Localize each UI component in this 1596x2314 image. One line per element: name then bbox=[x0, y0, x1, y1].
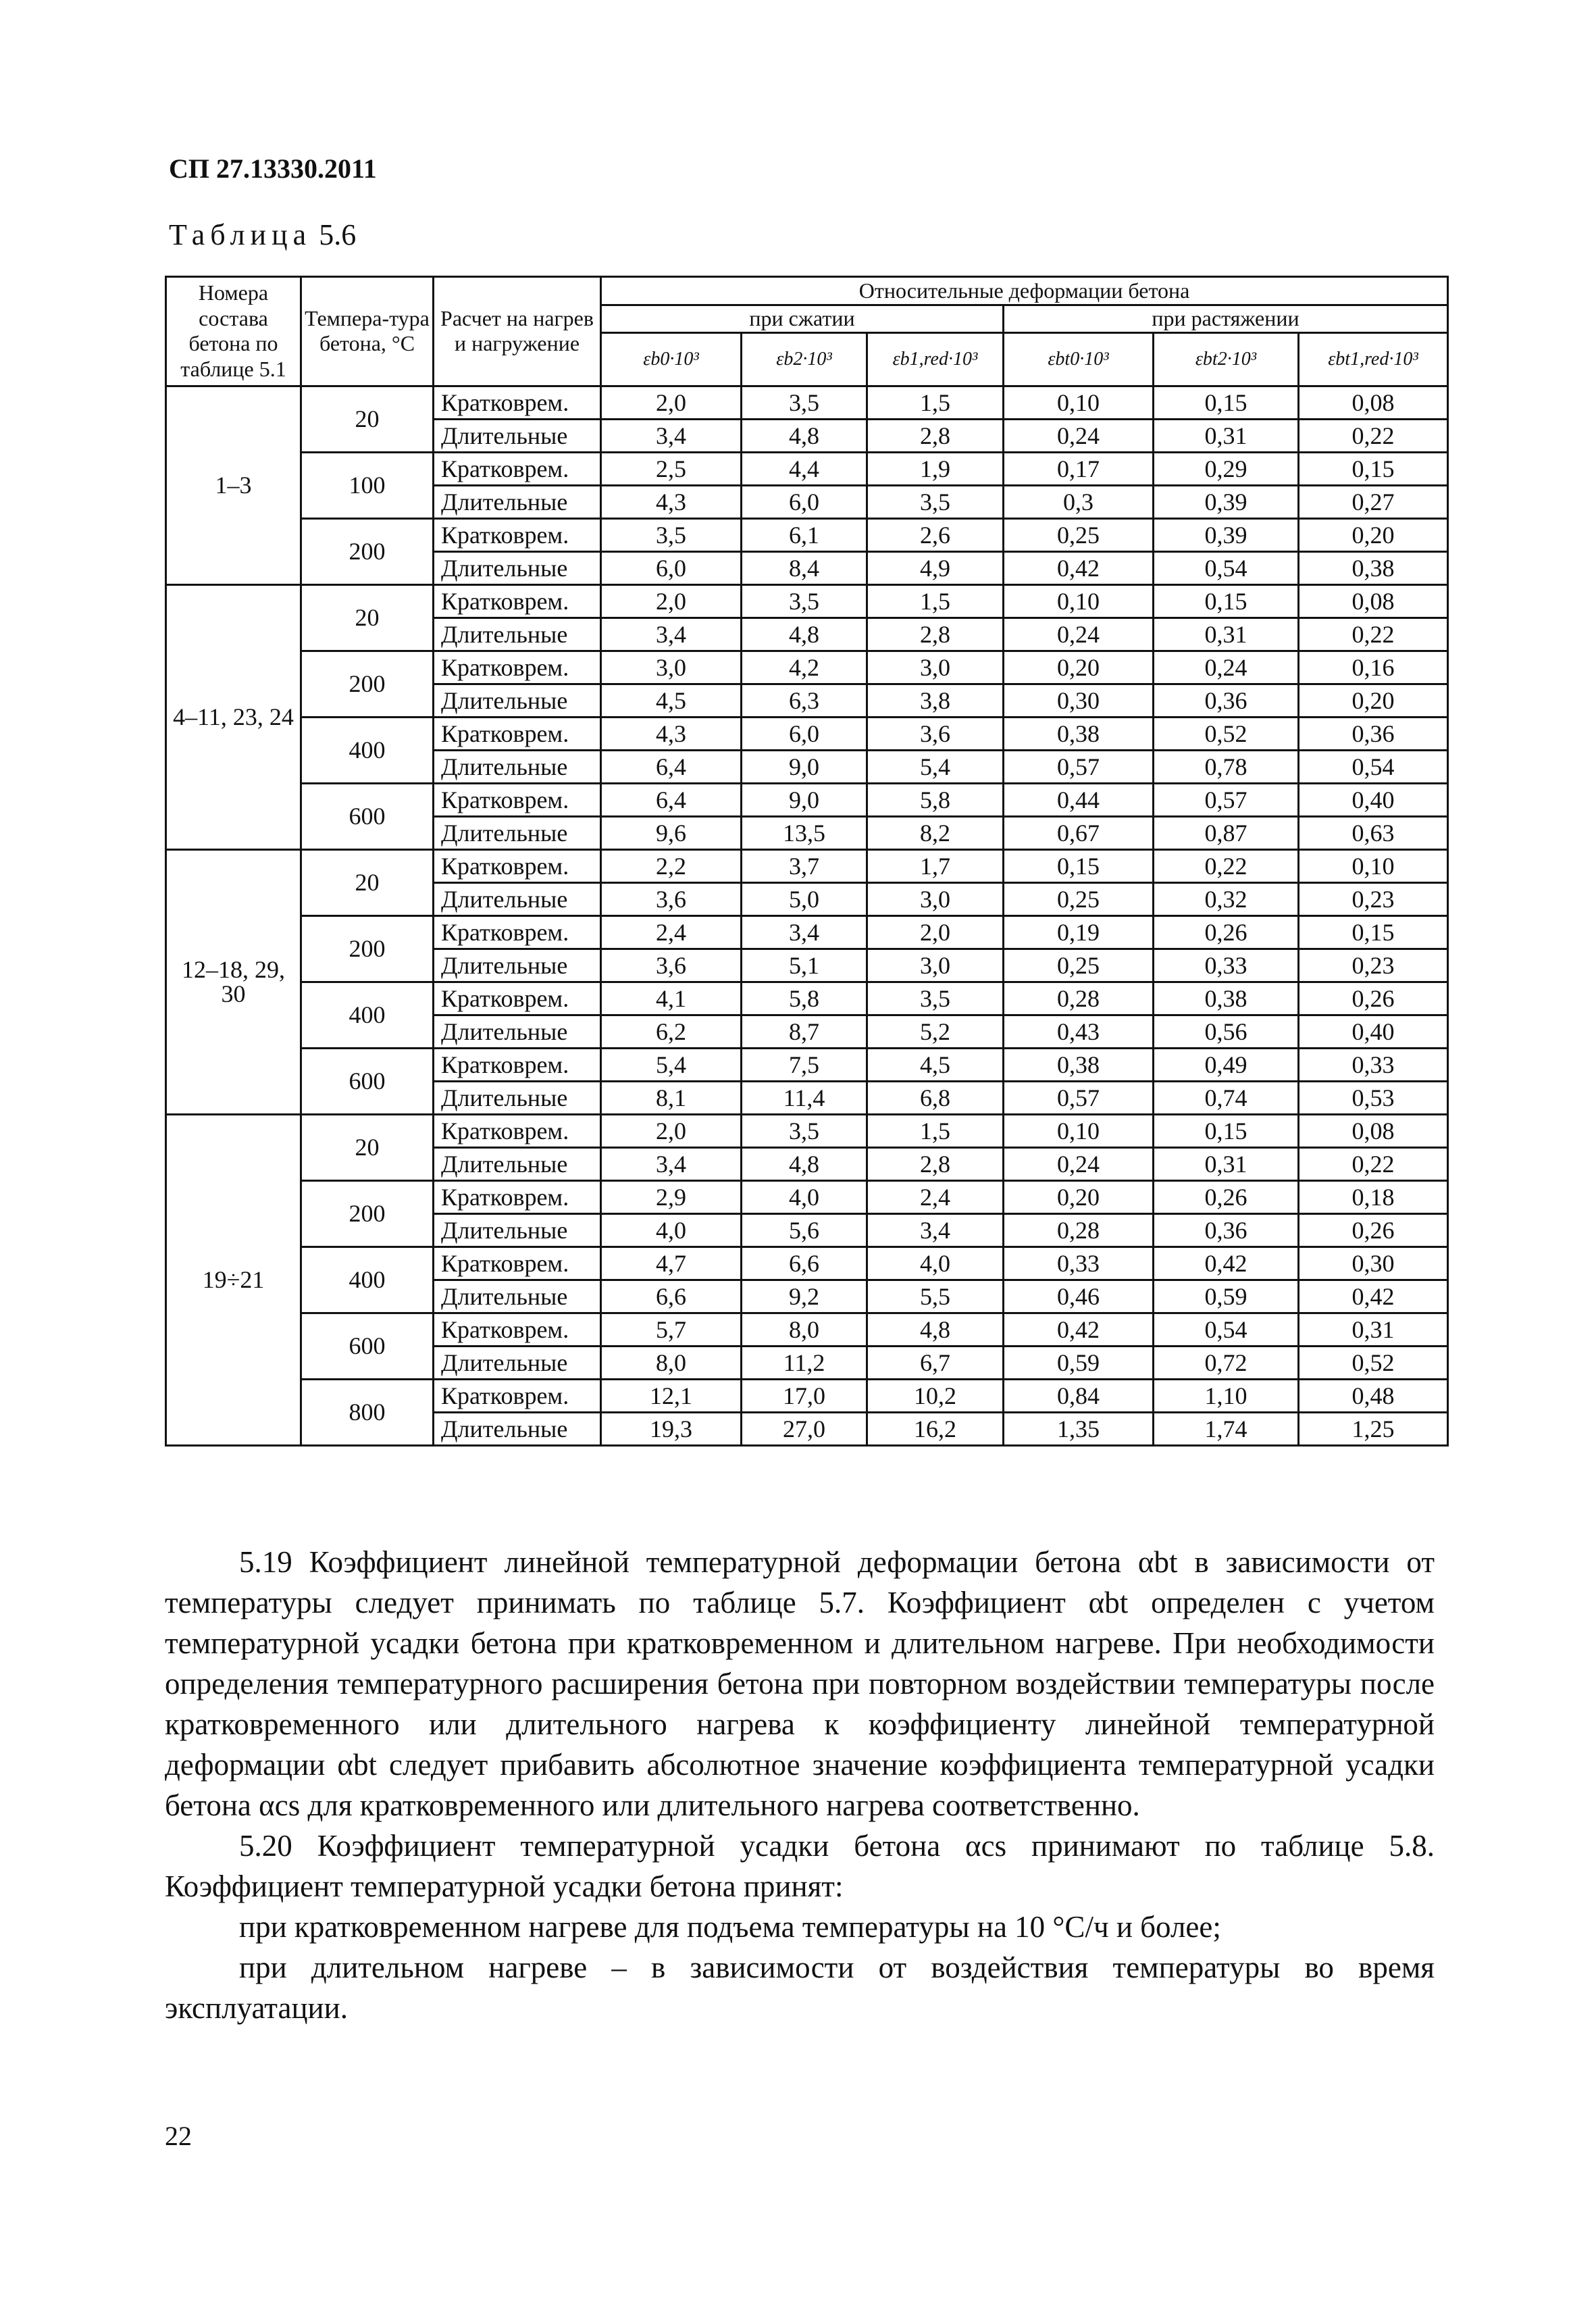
load-type-cell: Кратковрем. bbox=[434, 1313, 601, 1346]
value-cell: 1,74 bbox=[1154, 1412, 1299, 1445]
value-cell: 13,5 bbox=[742, 816, 867, 849]
value-cell: 0,44 bbox=[1004, 783, 1154, 816]
temperature-cell: 20 bbox=[301, 1114, 434, 1180]
load-type-cell: Длительные bbox=[434, 1412, 601, 1445]
table-caption-word: Таблица bbox=[169, 218, 312, 251]
value-cell: 0,28 bbox=[1004, 982, 1154, 1015]
value-cell: 3,5 bbox=[601, 518, 742, 551]
load-type-cell: Кратковрем. bbox=[434, 982, 601, 1015]
value-cell: 0,67 bbox=[1004, 816, 1154, 849]
value-cell: 0,78 bbox=[1154, 750, 1299, 783]
table-row bbox=[166, 1247, 1448, 1280]
value-cell: 0,46 bbox=[1004, 1280, 1154, 1313]
value-cell: 0,36 bbox=[1154, 684, 1299, 717]
value-cell: 0,31 bbox=[1154, 419, 1299, 452]
value-cell: 0,54 bbox=[1154, 551, 1299, 584]
table-caption-number: 5.6 bbox=[319, 218, 357, 251]
header-tension: при растяжении bbox=[1004, 305, 1448, 333]
value-cell: 0,33 bbox=[1004, 1247, 1154, 1280]
value-cell: 16,2 bbox=[867, 1412, 1004, 1445]
value-cell: 6,0 bbox=[742, 717, 867, 750]
value-cell: 1,25 bbox=[1299, 1412, 1448, 1445]
page-number: 22 bbox=[165, 2121, 192, 2151]
value-cell: 6,1 bbox=[742, 518, 867, 551]
value-cell: 5,8 bbox=[867, 783, 1004, 816]
value-cell: 5,2 bbox=[867, 1015, 1004, 1048]
load-type-cell: Длительные bbox=[434, 419, 601, 452]
value-cell: 5,1 bbox=[742, 949, 867, 982]
value-cell: 1,5 bbox=[867, 584, 1004, 618]
paragraph-short-heating: при кратковременном нагреве для подъема температуры на 10 °С/ч и более; bbox=[239, 1910, 1221, 1944]
value-cell: 0,32 bbox=[1154, 882, 1299, 915]
value-cell: 12,1 bbox=[601, 1379, 742, 1412]
value-cell: 5,8 bbox=[742, 982, 867, 1015]
value-cell: 4,0 bbox=[601, 1213, 742, 1247]
value-cell: 0,57 bbox=[1154, 783, 1299, 816]
load-type-cell: Длительные bbox=[434, 1081, 601, 1114]
value-cell: 0,10 bbox=[1004, 1114, 1154, 1147]
table-row bbox=[166, 783, 1448, 816]
load-type-cell: Длительные bbox=[434, 1147, 601, 1180]
value-cell: 0,30 bbox=[1299, 1247, 1448, 1280]
value-cell: 0,3 bbox=[1004, 485, 1154, 518]
value-cell: 5,0 bbox=[742, 882, 867, 915]
load-type-cell: Кратковрем. bbox=[434, 1048, 601, 1081]
load-type-cell: Кратковрем. bbox=[434, 1379, 601, 1412]
value-cell: 2,0 bbox=[601, 386, 742, 419]
value-cell: 5,4 bbox=[601, 1048, 742, 1081]
temperature-cell: 400 bbox=[301, 982, 434, 1048]
value-cell: 0,25 bbox=[1004, 949, 1154, 982]
load-type-cell: Длительные bbox=[434, 551, 601, 584]
value-cell: 8,2 bbox=[867, 816, 1004, 849]
value-cell: 0,38 bbox=[1004, 1048, 1154, 1081]
value-cell: 0,10 bbox=[1299, 849, 1448, 882]
value-cell: 0,56 bbox=[1154, 1015, 1299, 1048]
temperature-cell: 800 bbox=[301, 1379, 434, 1445]
value-cell: 6,4 bbox=[601, 750, 742, 783]
value-cell: 4,3 bbox=[601, 485, 742, 518]
value-cell: 0,31 bbox=[1154, 1147, 1299, 1180]
temperature-cell: 400 bbox=[301, 717, 434, 783]
value-cell: 2,6 bbox=[867, 518, 1004, 551]
value-cell: 0,57 bbox=[1004, 1081, 1154, 1114]
load-type-cell: Кратковрем. bbox=[434, 915, 601, 949]
value-cell: 0,08 bbox=[1299, 386, 1448, 419]
value-cell: 0,74 bbox=[1154, 1081, 1299, 1114]
load-type-cell: Длительные bbox=[434, 1346, 601, 1379]
header-temperature: Темпера-тура бетона, °С bbox=[301, 277, 434, 386]
paragraph-5-20: 5.20 Коэффициент температурной усадки бетона αcs принимают по таблице 5.8. Коэффициент температурной усадки бетона принят: bbox=[165, 1829, 1435, 1903]
load-type-cell: Длительные bbox=[434, 1280, 601, 1313]
value-cell: 2,4 bbox=[867, 1180, 1004, 1213]
table-row bbox=[166, 584, 1448, 618]
value-cell: 3,0 bbox=[867, 882, 1004, 915]
value-cell: 2,4 bbox=[601, 915, 742, 949]
load-type-cell: Длительные bbox=[434, 485, 601, 518]
value-cell: 0,20 bbox=[1299, 518, 1448, 551]
value-cell: 6,0 bbox=[601, 551, 742, 584]
value-cell: 3,5 bbox=[742, 386, 867, 419]
value-cell: 2,0 bbox=[601, 584, 742, 618]
table-row bbox=[166, 518, 1448, 551]
value-cell: 4,4 bbox=[742, 452, 867, 485]
value-cell: 2,2 bbox=[601, 849, 742, 882]
value-cell: 3,4 bbox=[601, 1147, 742, 1180]
load-type-cell: Кратковрем. bbox=[434, 1180, 601, 1213]
value-cell: 8,0 bbox=[742, 1313, 867, 1346]
temperature-cell: 200 bbox=[301, 1180, 434, 1247]
value-cell: 5,5 bbox=[867, 1280, 1004, 1313]
value-cell: 3,6 bbox=[601, 882, 742, 915]
value-cell: 1,35 bbox=[1004, 1412, 1154, 1445]
value-cell: 0,30 bbox=[1004, 684, 1154, 717]
value-cell: 0,26 bbox=[1299, 1213, 1448, 1247]
value-cell: 5,6 bbox=[742, 1213, 867, 1247]
value-cell: 19,3 bbox=[601, 1412, 742, 1445]
value-cell: 4,5 bbox=[867, 1048, 1004, 1081]
table-row bbox=[166, 717, 1448, 750]
table-body bbox=[166, 386, 1448, 1445]
value-cell: 0,16 bbox=[1299, 651, 1448, 684]
value-cell: 3,4 bbox=[742, 915, 867, 949]
table-row bbox=[166, 1114, 1448, 1147]
load-type-cell: Кратковрем. bbox=[434, 1114, 601, 1147]
value-cell: 8,7 bbox=[742, 1015, 867, 1048]
value-cell: 0,63 bbox=[1299, 816, 1448, 849]
value-cell: 3,5 bbox=[742, 584, 867, 618]
value-cell: 0,38 bbox=[1154, 982, 1299, 1015]
table-row bbox=[166, 452, 1448, 485]
value-cell: 0,22 bbox=[1299, 1147, 1448, 1180]
value-cell: 1,9 bbox=[867, 452, 1004, 485]
value-cell: 8,4 bbox=[742, 551, 867, 584]
value-cell: 0,42 bbox=[1004, 1313, 1154, 1346]
table-row bbox=[166, 915, 1448, 949]
value-cell: 9,0 bbox=[742, 750, 867, 783]
header-load: Расчет на нагрев и нагружение bbox=[434, 277, 601, 386]
load-type-cell: Кратковрем. bbox=[434, 386, 601, 419]
value-cell: 4,9 bbox=[867, 551, 1004, 584]
load-type-cell: Кратковрем. bbox=[434, 1247, 601, 1280]
load-type-cell: Кратковрем. bbox=[434, 783, 601, 816]
value-cell: 1,10 bbox=[1154, 1379, 1299, 1412]
value-cell: 0,15 bbox=[1004, 849, 1154, 882]
load-type-cell: Кратковрем. bbox=[434, 651, 601, 684]
value-cell: 0,31 bbox=[1154, 618, 1299, 651]
value-cell: 6,4 bbox=[601, 783, 742, 816]
value-cell: 0,87 bbox=[1154, 816, 1299, 849]
paragraph-long-heating: при длительном нагреве – в зависимости от воздействия температуры во время эксплуатации. bbox=[165, 1951, 1435, 2025]
load-type-cell: Кратковрем. bbox=[434, 849, 601, 882]
value-cell: 0,25 bbox=[1004, 518, 1154, 551]
temperature-cell: 600 bbox=[301, 1313, 434, 1379]
value-cell: 0,33 bbox=[1154, 949, 1299, 982]
load-type-cell: Кратковрем. bbox=[434, 584, 601, 618]
value-cell: 17,0 bbox=[742, 1379, 867, 1412]
value-cell: 4,7 bbox=[601, 1247, 742, 1280]
value-cell: 0,52 bbox=[1154, 717, 1299, 750]
value-cell: 0,29 bbox=[1154, 452, 1299, 485]
value-cell: 4,5 bbox=[601, 684, 742, 717]
load-type-cell: Длительные bbox=[434, 1213, 601, 1247]
temperature-cell: 200 bbox=[301, 518, 434, 584]
value-cell: 0,36 bbox=[1154, 1213, 1299, 1247]
value-cell: 6,0 bbox=[742, 485, 867, 518]
value-cell: 9,2 bbox=[742, 1280, 867, 1313]
value-cell: 0,59 bbox=[1004, 1346, 1154, 1379]
value-cell: 9,6 bbox=[601, 816, 742, 849]
value-cell: 5,7 bbox=[601, 1313, 742, 1346]
value-cell: 2,9 bbox=[601, 1180, 742, 1213]
value-cell: 3,4 bbox=[601, 618, 742, 651]
value-cell: 4,8 bbox=[867, 1313, 1004, 1346]
paragraph-5-19: 5.19 Коэффициент линейной температурной деформации бетона αbt в зависимости от температуры следует принимать по таблице 5.7. Коэффициент αbt определен с учетом температурной усадки бетона при кратковременном и длительном нагреве. При необходимости определения температурного расширения бетона при повторном воздействии температуры после кратковременного или длительного нагрева к коэффициенту линейной температурной деформации αbt следует прибавить абсолютное значение коэффициента температурной усадки бетона αcs для кратковременного или длительного нагрева соответственно. bbox=[165, 1545, 1435, 1822]
value-cell: 0,40 bbox=[1299, 1015, 1448, 1048]
value-cell: 4,1 bbox=[601, 982, 742, 1015]
value-cell: 0,38 bbox=[1004, 717, 1154, 750]
value-cell: 3,5 bbox=[742, 1114, 867, 1147]
value-cell: 0,59 bbox=[1154, 1280, 1299, 1313]
composition-cell: 1–3 bbox=[166, 386, 301, 584]
value-cell: 1,5 bbox=[867, 1114, 1004, 1147]
load-type-cell: Длительные bbox=[434, 618, 601, 651]
table-row bbox=[166, 1180, 1448, 1213]
value-cell: 0,31 bbox=[1299, 1313, 1448, 1346]
temperature-cell: 100 bbox=[301, 452, 434, 518]
value-cell: 0,42 bbox=[1299, 1280, 1448, 1313]
load-type-cell: Кратковрем. bbox=[434, 518, 601, 551]
load-type-cell: Длительные bbox=[434, 684, 601, 717]
value-cell: 4,2 bbox=[742, 651, 867, 684]
header-symbol: εb1,red·10³ bbox=[867, 332, 1004, 386]
table-row bbox=[166, 849, 1448, 882]
value-cell: 6,2 bbox=[601, 1015, 742, 1048]
value-cell: 0,42 bbox=[1154, 1247, 1299, 1280]
value-cell: 6,6 bbox=[601, 1280, 742, 1313]
value-cell: 0,20 bbox=[1299, 684, 1448, 717]
load-type-cell: Кратковрем. bbox=[434, 717, 601, 750]
composition-cell: 4–11, 23, 24 bbox=[166, 584, 301, 849]
value-cell: 0,48 bbox=[1299, 1379, 1448, 1412]
value-cell: 3,6 bbox=[867, 717, 1004, 750]
value-cell: 3,0 bbox=[867, 651, 1004, 684]
value-cell: 0,15 bbox=[1299, 452, 1448, 485]
composition-cell: 19÷21 bbox=[166, 1114, 301, 1445]
value-cell: 4,0 bbox=[867, 1247, 1004, 1280]
value-cell: 3,4 bbox=[867, 1213, 1004, 1247]
load-type-cell: Длительные bbox=[434, 949, 601, 982]
value-cell: 0,25 bbox=[1004, 882, 1154, 915]
load-type-cell: Длительные bbox=[434, 1015, 601, 1048]
value-cell: 0,72 bbox=[1154, 1346, 1299, 1379]
value-cell: 3,6 bbox=[601, 949, 742, 982]
value-cell: 0,49 bbox=[1154, 1048, 1299, 1081]
load-type-cell: Длительные bbox=[434, 882, 601, 915]
value-cell: 3,5 bbox=[867, 485, 1004, 518]
value-cell: 0,42 bbox=[1004, 551, 1154, 584]
temperature-cell: 600 bbox=[301, 1048, 434, 1114]
value-cell: 0,36 bbox=[1299, 717, 1448, 750]
value-cell: 3,0 bbox=[867, 949, 1004, 982]
deformation-table bbox=[165, 276, 1449, 1447]
value-cell: 2,8 bbox=[867, 1147, 1004, 1180]
value-cell: 0,22 bbox=[1299, 618, 1448, 651]
value-cell: 6,3 bbox=[742, 684, 867, 717]
value-cell: 2,8 bbox=[867, 618, 1004, 651]
value-cell: 0,23 bbox=[1299, 949, 1448, 982]
value-cell: 8,0 bbox=[601, 1346, 742, 1379]
header-deformations: Относительные деформации бетона bbox=[601, 277, 1448, 305]
value-cell: 2,5 bbox=[601, 452, 742, 485]
value-cell: 0,15 bbox=[1154, 584, 1299, 618]
value-cell: 6,6 bbox=[742, 1247, 867, 1280]
value-cell: 0,26 bbox=[1154, 915, 1299, 949]
header-symbol: εbt0·10³ bbox=[1004, 332, 1154, 386]
value-cell: 0,17 bbox=[1004, 452, 1154, 485]
header-symbol: εbt2·10³ bbox=[1154, 332, 1299, 386]
value-cell: 0,19 bbox=[1004, 915, 1154, 949]
value-cell: 0,54 bbox=[1299, 750, 1448, 783]
value-cell: 6,7 bbox=[867, 1346, 1004, 1379]
value-cell: 2,0 bbox=[867, 915, 1004, 949]
table-row bbox=[166, 1048, 1448, 1081]
header-symbol: εb2·10³ bbox=[742, 332, 867, 386]
value-cell: 0,52 bbox=[1299, 1346, 1448, 1379]
value-cell: 0,22 bbox=[1154, 849, 1299, 882]
value-cell: 4,3 bbox=[601, 717, 742, 750]
header-composition: Номера состава бетона по таблице 5.1 bbox=[166, 277, 301, 386]
value-cell: 4,8 bbox=[742, 1147, 867, 1180]
value-cell: 4,8 bbox=[742, 419, 867, 452]
value-cell: 2,0 bbox=[601, 1114, 742, 1147]
value-cell: 0,08 bbox=[1299, 584, 1448, 618]
value-cell: 0,27 bbox=[1299, 485, 1448, 518]
value-cell: 0,24 bbox=[1004, 618, 1154, 651]
value-cell: 0,23 bbox=[1299, 882, 1448, 915]
value-cell: 0,54 bbox=[1154, 1313, 1299, 1346]
value-cell: 0,22 bbox=[1299, 419, 1448, 452]
load-type-cell: Кратковрем. bbox=[434, 452, 601, 485]
value-cell: 0,53 bbox=[1299, 1081, 1448, 1114]
value-cell: 0,28 bbox=[1004, 1213, 1154, 1247]
temperature-cell: 20 bbox=[301, 584, 434, 651]
value-cell: 1,5 bbox=[867, 386, 1004, 419]
table-row bbox=[166, 1379, 1448, 1412]
value-cell: 3,8 bbox=[867, 684, 1004, 717]
value-cell: 0,15 bbox=[1154, 1114, 1299, 1147]
value-cell: 0,43 bbox=[1004, 1015, 1154, 1048]
value-cell: 10,2 bbox=[867, 1379, 1004, 1412]
value-cell: 0,40 bbox=[1299, 783, 1448, 816]
value-cell: 11,2 bbox=[742, 1346, 867, 1379]
value-cell: 4,8 bbox=[742, 618, 867, 651]
table-row bbox=[166, 1313, 1448, 1346]
value-cell: 0,10 bbox=[1004, 386, 1154, 419]
value-cell: 0,20 bbox=[1004, 651, 1154, 684]
value-cell: 0,57 bbox=[1004, 750, 1154, 783]
value-cell: 0,24 bbox=[1154, 651, 1299, 684]
value-cell: 1,7 bbox=[867, 849, 1004, 882]
temperature-cell: 600 bbox=[301, 783, 434, 849]
value-cell: 5,4 bbox=[867, 750, 1004, 783]
value-cell: 0,39 bbox=[1154, 518, 1299, 551]
value-cell: 9,0 bbox=[742, 783, 867, 816]
value-cell: 0,10 bbox=[1004, 584, 1154, 618]
value-cell: 0,20 bbox=[1004, 1180, 1154, 1213]
value-cell: 4,0 bbox=[742, 1180, 867, 1213]
temperature-cell: 200 bbox=[301, 651, 434, 717]
value-cell: 3,4 bbox=[601, 419, 742, 452]
header-symbol: εbt1,red·10³ bbox=[1299, 332, 1448, 386]
value-cell: 0,26 bbox=[1154, 1180, 1299, 1213]
value-cell: 0,38 bbox=[1299, 551, 1448, 584]
value-cell: 0,24 bbox=[1004, 419, 1154, 452]
temperature-cell: 20 bbox=[301, 849, 434, 915]
table-caption bbox=[169, 218, 356, 252]
value-cell: 0,15 bbox=[1154, 386, 1299, 419]
load-type-cell: Длительные bbox=[434, 816, 601, 849]
table-row bbox=[166, 982, 1448, 1015]
temperature-cell: 200 bbox=[301, 915, 434, 982]
value-cell: 0,08 bbox=[1299, 1114, 1448, 1147]
load-type-cell: Длительные bbox=[434, 750, 601, 783]
header-symbol: εb0·10³ bbox=[601, 332, 742, 386]
value-cell: 0,84 bbox=[1004, 1379, 1154, 1412]
body-text bbox=[165, 1542, 1435, 2028]
value-cell: 3,7 bbox=[742, 849, 867, 882]
table-row bbox=[166, 386, 1448, 419]
value-cell: 11,4 bbox=[742, 1081, 867, 1114]
document-code: СП 27.13330.2011 bbox=[169, 153, 377, 184]
value-cell: 0,26 bbox=[1299, 982, 1448, 1015]
composition-cell: 12–18, 29, 30 bbox=[166, 849, 301, 1114]
temperature-cell: 400 bbox=[301, 1247, 434, 1313]
value-cell: 0,15 bbox=[1299, 915, 1448, 949]
value-cell: 2,8 bbox=[867, 419, 1004, 452]
value-cell: 0,33 bbox=[1299, 1048, 1448, 1081]
value-cell: 7,5 bbox=[742, 1048, 867, 1081]
value-cell: 0,18 bbox=[1299, 1180, 1448, 1213]
value-cell: 6,8 bbox=[867, 1081, 1004, 1114]
temperature-cell: 20 bbox=[301, 386, 434, 452]
value-cell: 3,0 bbox=[601, 651, 742, 684]
value-cell: 27,0 bbox=[742, 1412, 867, 1445]
value-cell: 8,1 bbox=[601, 1081, 742, 1114]
table-row bbox=[166, 651, 1448, 684]
value-cell: 0,39 bbox=[1154, 485, 1299, 518]
value-cell: 0,24 bbox=[1004, 1147, 1154, 1180]
header-compression: при сжатии bbox=[601, 305, 1004, 333]
value-cell: 3,5 bbox=[867, 982, 1004, 1015]
